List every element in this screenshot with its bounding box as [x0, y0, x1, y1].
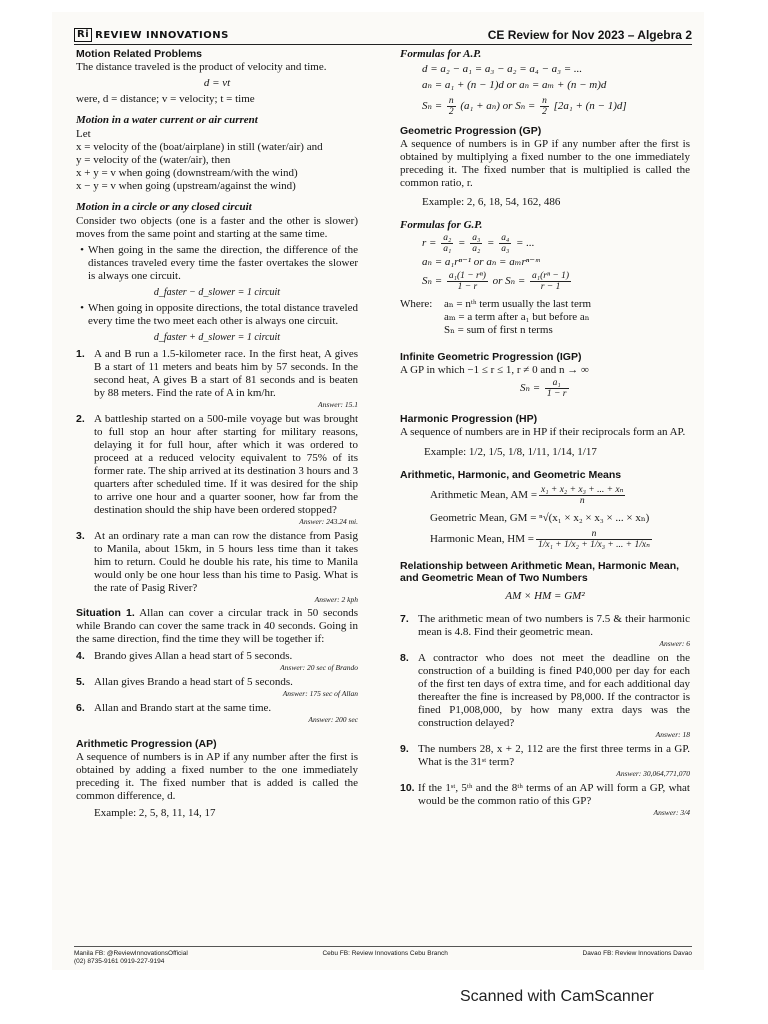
- ap-title: Arithmetic Progression (AP): [76, 738, 217, 750]
- problem-item: [76, 676, 358, 689]
- problem-text: A contractor who does not meet the deadline on the construction of a building is fined P40,000 per day for each of the first ten days of extra time, and for each additional day thereafter the fine is increased by P8,000. If the contractor is fined P1,008,000, by how many extra days was the construction delayed?: [418, 652, 690, 729]
- hp-example: Example: 1/2, 1/5, 1/8, 1/11, 1/14, 1/17: [424, 446, 597, 458]
- page-footer: [74, 946, 692, 966]
- fraction: $\frac{n}{2}$: [448, 96, 454, 117]
- problem-number: 7.: [400, 613, 409, 625]
- problem-answer: Answer: 6: [659, 639, 690, 648]
- arithmetic-mean: [430, 485, 690, 506]
- left-column: [76, 46, 358, 820]
- problem-text: A battleship started on a 500-mile voyage but was brought to full stop an hour after starting for military reasons, delaying it for full hour, after which it was ordered to proceed at a reduced velocity equivalent to 75% of its former rate. The ship arrived at its destination 3 hours and 3 quarters after scheduled time. If it was desired for the ship to arrive one hour and a quarter sooner, how far from the destination should the ship have been ordered stopped?: [94, 413, 358, 516]
- ap-formula: aₙ = a₁ + (n − 1)d or aₙ = aₘ + (n − m)d: [422, 79, 607, 91]
- problem-answer: Answer: 30,064,771,070: [616, 769, 690, 778]
- formula-part: Harmonic Mean, HM =: [430, 533, 534, 545]
- problem-item: [76, 348, 358, 400]
- problem-text: Brando gives Allan a head start of 5 seconds.: [94, 650, 293, 662]
- formula-part: Sₙ =: [520, 382, 541, 395]
- problem-number: 10.: [400, 782, 415, 794]
- page-header: [74, 20, 692, 45]
- igp-formula: [520, 378, 690, 399]
- problem-item: [400, 652, 690, 730]
- problem-answer: Answer: 20 sec of Brando: [280, 663, 358, 672]
- formula-part: r =: [422, 237, 437, 250]
- problem-number: 8.: [400, 652, 409, 664]
- problem-item: [76, 702, 358, 715]
- right-column: [400, 46, 690, 819]
- bullet-dot: •: [80, 244, 84, 256]
- gp-formulas-title: Formulas for G.P.: [400, 219, 483, 231]
- where-item: Sₙ = sum of first n terms: [444, 324, 553, 336]
- ap-formula: d = a₂ − a₁ = a₃ − a₂ = a₄ − a₃ = ...: [422, 63, 583, 75]
- water-let: Let: [76, 128, 91, 140]
- problem-number: 9.: [400, 743, 409, 755]
- bullet-text: When going in the same the direction, the difference of the distances traveled every time the faster overtakes the slower is always one circuit.: [88, 244, 358, 282]
- problem-text: Allan gives Brando a head start of 5 seconds.: [94, 676, 293, 688]
- water-line: y = velocity of the (water/air), then: [76, 154, 231, 166]
- formula-part: (a₁ + aₙ) or Sₙ =: [460, 100, 536, 113]
- logo-mark: Ri: [74, 28, 92, 42]
- gp-formula: aₙ = a₁rⁿ⁻¹ or aₙ = aₘrⁿ⁻ᵐ: [422, 256, 540, 268]
- problem-answer: Answer: 15.1: [318, 400, 358, 409]
- means-title: Arithmetic, Harmonic, and Geometric Means: [400, 469, 622, 481]
- water-line: x + y = v when going (downstream/with the wind): [76, 167, 298, 179]
- where-item: aₙ = nᵗʰ term usually the last term: [444, 298, 592, 310]
- formula-part: Sₙ =: [422, 100, 443, 113]
- motion-formula: d = vt: [203, 77, 231, 89]
- bullet-text: When going in opposite directions, the total distance traveled every time the two meet each other is always one circuit.: [88, 302, 358, 327]
- problem-item: [76, 650, 358, 663]
- relationship-title: Relationship between Arithmetic Mean, Harmonic Mean, and Geometric Mean of Two Numbers: [400, 560, 680, 584]
- footer-right: Davao FB: Review Innovations Davao: [582, 950, 692, 957]
- fraction: $\frac{\text{a₃}}{\text{a₂}}$: [472, 233, 481, 254]
- problem-number: 5.: [76, 676, 85, 688]
- gp-where: [400, 298, 690, 337]
- ap-example: Example: 2, 5, 8, 11, 14, 17: [94, 807, 216, 819]
- hp-text: A sequence of numbers are in HP if their reciprocals form an AP.: [400, 426, 686, 438]
- gp-sum-formula: [422, 271, 690, 292]
- fraction: $\frac{\text{a₄}}{\text{a₃}}$: [501, 233, 510, 254]
- problem-text: The numbers 28, x + 2, 112 are the first three terms in a GP. What is the 31ˢᵗ term?: [418, 743, 690, 768]
- motion-text: The distance traveled is the product of velocity and time.: [76, 61, 327, 73]
- motion-title: Motion Related Problems: [76, 48, 203, 60]
- hp-title: Harmonic Progression (HP): [400, 413, 538, 425]
- situation: [76, 607, 358, 646]
- motion-where: were, d = distance; v = velocity; t = time: [76, 93, 255, 105]
- bullet-item: [76, 244, 358, 283]
- geometric-mean: Geometric Mean, GM = ⁿ√(x₁ × x₂ × x₃ × ... × xₙ): [430, 512, 650, 524]
- igp-title: Infinite Geometric Progression (IGP): [400, 351, 582, 363]
- problem-text: If the 1ˢᵗ, 5ᵗʰ and the 8ᵗʰ terms of an AP will form a GP, what would be the common ratio of this GP?: [418, 782, 690, 807]
- formula-part: [2a₁ + (n − 1)d]: [553, 100, 627, 113]
- situation-label: Situation 1.: [76, 607, 135, 619]
- bullet-formula: d_faster − d_slower = 1 circuit: [153, 287, 281, 298]
- where-label: Where:: [400, 298, 433, 310]
- problem-answer: Answer: 200 sec: [308, 715, 358, 724]
- formula-part: or Sₙ =: [492, 275, 526, 288]
- problem-answer: Answer: 18: [655, 730, 690, 739]
- ap-text: A sequence of numbers is in AP if any number after the first is obtained by adding a fixed number to the one immediately preceding it. The fixed number that is added is called the common difference, d.: [76, 751, 358, 802]
- bullet-dot: •: [80, 302, 84, 314]
- logo-text: REVIEW INNOVATIONS: [95, 29, 229, 41]
- footer-manila-fb: Manila FB: @ReviewInnovationsOfficial: [74, 950, 188, 957]
- fraction: $\frac{n}{2}$: [542, 96, 547, 117]
- fraction: $\frac{\text{a₁(rⁿ − 1)}}{r - 1}$: [532, 271, 570, 292]
- problem-text: The arithmetic mean of two numbers is 7.5 & their harmonic mean is 4.8. Find their geometric mean.: [418, 613, 690, 638]
- problem-text: Allan and Brando start at the same time.: [94, 702, 272, 714]
- fraction: $\frac{n}{\text{1/x₁ + 1/x₂ + 1/x₃ + ... + 1/xₙ}}$: [537, 529, 650, 550]
- series-title: CE Review for Nov 2023 – Algebra 2: [487, 28, 692, 42]
- problem-answer: Answer: 2 kph: [314, 595, 358, 604]
- gp-ratio-formula: r = $\frac{\text{a₂}}{\text{a₁}}$ = $\frac{\text{a₃}}{\text{a₂}}$ = $\frac{\text{a₄}}{\text{a₃}}$ = ...: [422, 233, 535, 254]
- problem-text: At an ordinary rate a man can row the distance from Pasig to Manila, about 15km, in 5 hours less time than it takes him to return. Could he double his rate, his time to Manila would only be one hour less than his time to Pasig. What is the rate of Pasig River?: [94, 530, 358, 594]
- problem-item: [400, 613, 690, 639]
- ap-formulas-title: Formulas for A.P.: [400, 48, 482, 60]
- problem-item: [400, 743, 690, 769]
- circle-title: Motion in a circle or any closed circuit: [76, 201, 252, 213]
- problem-text: A and B run a 1.5-kilometer race. In the first heat, A gives B a start of 11 meters and beats him by 57 seconds. In the second heat, A gives B a start of 81 seconds and is beaten by 88 meters. Find the rate of A in km/hr.: [94, 348, 358, 399]
- document-page: [52, 12, 704, 970]
- situation-text: Allan can cover a circular track in 50 seconds while Brando can cover the same track in 40 seconds. Going in the same direction, find the time they will be together if:: [76, 607, 358, 645]
- formula-part: Sₙ =: [422, 275, 443, 288]
- bullet-formula: d_faster + d_slower = 1 circuit: [153, 332, 281, 343]
- ap-sum-formula: [422, 96, 690, 117]
- water-line: x − y = v when going (upstream/against the wind): [76, 180, 296, 192]
- problem-item: [76, 530, 358, 595]
- igp-text: A GP in which −1 ≤ r ≤ 1, r ≠ 0 and n → ∞: [400, 364, 589, 376]
- problem-number: 1.: [76, 348, 85, 360]
- problem-answer: Answer: 175 sec of Allan: [282, 689, 358, 698]
- where-item: aₘ = a term after a₁ but before aₙ: [444, 311, 590, 323]
- gp-text: A sequence of numbers is in GP if any number after the first is obtained by multiplying a fixed number to the one immediately preceding it. The fixed number that is multiplied is called the common ratio, r.: [400, 138, 690, 189]
- fraction: $\frac{\text{a₁(1 − rⁿ)}}{1 - r}$: [448, 271, 486, 292]
- fraction: $\frac{\text{a₂}}{\text{a₁}}$: [443, 233, 452, 254]
- water-line: x = velocity of the (boat/airplane) in still (water/air) and: [76, 141, 323, 153]
- formula-part: = ...: [516, 237, 535, 250]
- logo: [74, 28, 229, 42]
- where-list: [444, 298, 591, 337]
- gp-title: Geometric Progression (GP): [400, 125, 542, 137]
- gp-example: Example: 2, 6, 18, 54, 162, 486: [422, 196, 561, 208]
- fraction: $\frac{\text{a₁}}{1 - r}$: [546, 378, 567, 399]
- circle-text: Consider two objects (one is a faster and the other is slower) moves from the same point and starting at the same time.: [76, 215, 358, 240]
- footer-center: Cebu FB: Review Innovations Cebu Branch: [322, 950, 448, 957]
- footer-left: [74, 950, 188, 966]
- formula-part: Arithmetic Mean, AM =: [430, 489, 538, 501]
- problem-answer: Answer: 3/4: [653, 808, 690, 817]
- fraction: $\frac{\text{x₁ + x₂ + x₃ + ... + xₙ}}{n}$: [541, 485, 624, 506]
- problem-number: 3.: [76, 530, 85, 542]
- problem-answer: Answer: 243.24 mi.: [299, 517, 358, 526]
- problem-number: 4.: [76, 650, 85, 662]
- relationship-formula: AM × HM = GM²: [505, 590, 585, 602]
- scanner-watermark: Scanned with CamScanner: [460, 988, 654, 1005]
- harmonic-mean: [430, 529, 690, 550]
- water-title: Motion in a water current or air current: [76, 114, 258, 126]
- problem-number: 6.: [76, 702, 85, 714]
- bullet-item: [76, 302, 358, 328]
- problem-item: [400, 782, 690, 808]
- problem-item: [76, 413, 358, 517]
- problem-number: 2.: [76, 413, 85, 425]
- footer-phone: (02) 8735-9161 0919-227-9194: [74, 958, 165, 965]
